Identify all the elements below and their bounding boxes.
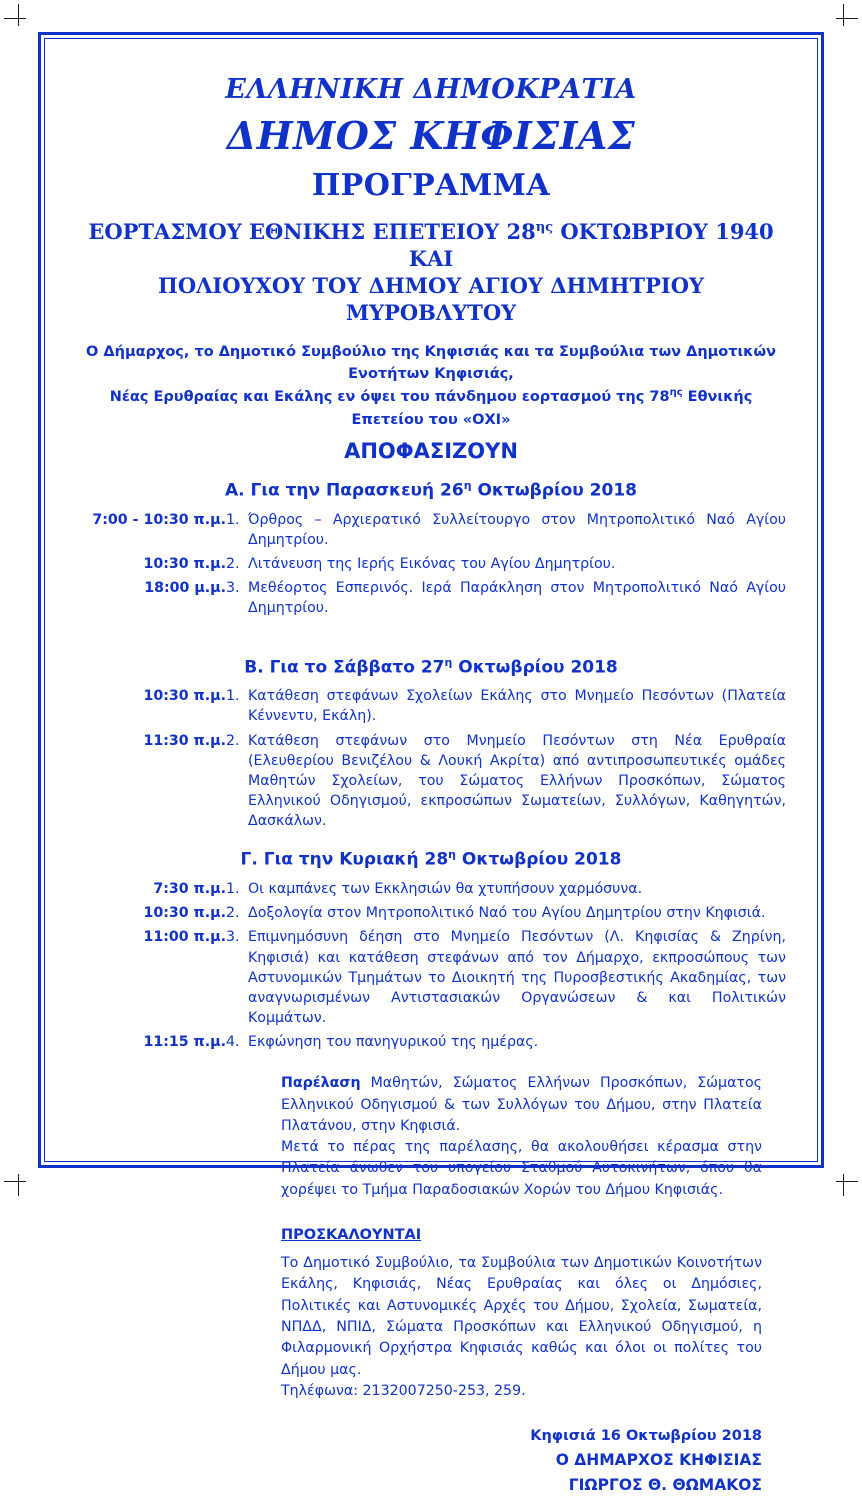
parade-second-text: Μετά το πέρας της παρέλασης, θα ακολουθήσει κέρασμα στην Πλατεία άνωθεν του υπογείου Σταθμού Αυτοκινήτων, όπου θα χορέψει το Τμήμα Παραδοσιακών Χορών του Δήμου Κηφισιάς. xyxy=(281,1139,762,1198)
section-a-title-pre: Α. Για την Παρασκευή 26 xyxy=(224,480,464,501)
row-number: 3. xyxy=(226,580,240,597)
section-b-title-post: Οκτωβρίου 2018 xyxy=(452,657,618,678)
invitation-body: Το Δημοτικό Συμβούλιο, τα Συμβούλια των Δημοτικών Κοινοτήτων Εκάλης, Κηφισιάς, Νέας Ερυθραίας και όλες οι Δημόσιες, Πολιτικές και Αστυνομικές Αρχές του Δήμου, Σχολεία, Σωματεία, ΝΠΔΔ, ΝΠΙΔ, Σώματα Προσκόπων και Ελληνικού Οδηγισμού, η Φιλαρμονική Ορχήστρα Κηφισιάς καθώς και όλοι οι πολίτες του Δήμου μας. xyxy=(281,1255,762,1378)
schedule-table-b xyxy=(76,685,786,834)
contact-phone: Τηλέφωνα: 2132007250-253, 259. xyxy=(281,1382,526,1399)
parade-text: Μαθητών, Σώματος Ελλήνων Προσκόπων, Σώματος Ελληνικού Οδηγισμού & των Συλλόγων του Δήμου, στην Πλατεία Πλατάνου, στην Κηφισιά. xyxy=(281,1075,762,1134)
table-row xyxy=(76,926,786,1031)
section-title-b xyxy=(76,656,786,678)
schedule-table-a xyxy=(76,509,786,622)
program-title: ΠΡΟΓΡΑΜΜΑ xyxy=(311,168,551,203)
republic-title: ΕΛΛΗΝΙΚΗ ΔΗΜΟΚΡΑΤΙΑ xyxy=(225,74,637,105)
row-description: Κατάθεση στεφάνων Σχολείων Εκάλης στο Μνημείο Πεσόντων (Πλατεία Κέννεντυ, Εκάλη). xyxy=(248,688,786,725)
row-time: 11:15 π.μ. xyxy=(143,1034,226,1051)
table-row xyxy=(76,878,786,902)
row-number: 2. xyxy=(226,556,240,573)
municipality-title: ΔΗΜΟΣ ΚΗΦΙΣΙΑΣ xyxy=(226,113,636,158)
crop-mark-top-left-h xyxy=(4,18,26,19)
subject-line1-post: ΟΚΤΩΒΡΙΟΥ 1940 ΚΑΙ xyxy=(408,219,774,271)
row-description: Εκφώνηση του πανηγυρικού της ημέρας. xyxy=(248,1034,539,1051)
table-row xyxy=(76,509,786,553)
crop-mark-bottom-left-h xyxy=(4,1181,26,1182)
subject-heading xyxy=(76,219,786,327)
row-description: Κατάθεση στεφάνων στο Μνημείο Πεσόντων στη Νέα Ερυθραία (Ελευθερίου Βενιζέλου & Λουκή Ακρίτα) από αντιπροσωπευτικές ομάδες Μαθητών Σχολείων, του Σώματος Ελλήνων Προσκόπων, Σώματος Ελληνικού Οδηγισμού, εκπροσώπων Σωματείων, Συλλόγων, Καθηγητών, Δασκάλων. xyxy=(248,732,786,830)
section-title-a xyxy=(76,479,786,501)
row-description: Δοξολογία στον Μητροπολιτικό Ναό του Αγίου Δημητρίου στην Κηφισιά. xyxy=(248,905,766,922)
row-time: 10:30 π.μ. xyxy=(143,556,226,573)
section-c-title-post: Οκτωβρίου 2018 xyxy=(456,850,622,871)
signature-role: Ο ΔΗΜΑΡΧΟΣ ΚΗΦΙΣΙΑΣ xyxy=(555,1451,762,1470)
parade-keyword: Παρέλαση xyxy=(281,1075,361,1092)
schedule-table-c xyxy=(76,878,786,1055)
section-b-title-sup: η xyxy=(444,655,453,669)
row-number: 1. xyxy=(226,511,240,528)
row-number: 1. xyxy=(226,688,240,705)
table-row xyxy=(76,577,786,621)
row-time: 10:30 π.μ. xyxy=(143,905,226,922)
table-row xyxy=(76,730,786,835)
invitation-title: ΠΡΟΣΚΑΛΟΥΝΤΑΙ xyxy=(281,1227,422,1244)
document-content xyxy=(58,52,804,1494)
row-number: 1. xyxy=(226,881,240,898)
row-description: Μεθέορτος Εσπερινός. Ιερά Παράκληση στον Μητροπολιτικό Ναό Αγίου Δημητρίου. xyxy=(248,580,786,617)
section-a-title-post: Οκτωβρίου 2018 xyxy=(471,480,637,501)
row-description: Επιμνημόσυνη δέηση στο Μνημείο Πεσόντων (Λ. Κηφισίας & Ζηρίνη, Κηφισιά) και κατάθεση στεφάνων από τον Δήμαρχο, εκπροσώπους των Αστυνομικών Τμημάτων το Διοικητή της Πυροσβεστικής Ακαδημίας, των αναγνωρισμένων Αντιστασιακών Οργανώσεων & και Πολιτικών Κομμάτων. xyxy=(248,929,786,1026)
parade-paragraph xyxy=(281,1073,762,1201)
row-number: 4. xyxy=(226,1034,240,1051)
crop-mark-bottom-right-h xyxy=(836,1181,858,1182)
subject-line2: ΠΟΛΙΟΥΧΟΥ ΤΟΥ ΔΗΜΟΥ ΑΓΙΟΥ ΔΗΜΗΤΡΙΟΥ ΜΥΡΟΒΛΥΤΟΥ xyxy=(158,272,704,325)
intro-line2-pre: Νέας Ερυθραίας και Εκάλης εν όψει του πάνδημου εορτασμού της 78 xyxy=(109,389,670,406)
decide-label: ΑΠΟΦΑΣΙΖΟΥΝ xyxy=(344,439,518,464)
row-description: Λιτάνευση της Ιερής Εικόνας του Αγίου Δημητρίου. xyxy=(248,556,616,573)
table-row xyxy=(76,902,786,926)
signature-block xyxy=(76,1425,786,1498)
row-description: Οι καμπάνες των Εκκλησιών θα χτυπήσουν χαρμόσυνα. xyxy=(248,881,643,898)
row-number: 3. xyxy=(226,929,240,946)
signature-name: ΓΙΩΡΓΟΣ Θ. ΘΩΜΑΚΟΣ xyxy=(568,1475,762,1494)
row-time: 7:00 - 10:30 π.μ. xyxy=(92,511,226,528)
crop-mark-top-left-v xyxy=(18,4,19,26)
row-time: 11:00 π.μ. xyxy=(143,929,226,946)
table-row xyxy=(76,553,786,577)
row-time: 7:30 π.μ. xyxy=(153,881,226,898)
row-time: 10:30 π.μ. xyxy=(143,688,226,705)
subject-line1-sup: ης xyxy=(535,220,554,235)
signature-date: Κηφισιά 16 Οκτωβρίου 2018 xyxy=(530,1427,762,1444)
intro-paragraph xyxy=(76,341,786,432)
row-time: 11:30 π.μ. xyxy=(143,732,226,749)
crop-mark-top-right-v xyxy=(843,4,844,26)
crop-mark-top-right-h xyxy=(836,18,858,19)
row-number: 2. xyxy=(226,732,240,749)
section-c-title-sup: η xyxy=(448,848,456,862)
row-number: 2. xyxy=(226,905,240,922)
crop-mark-bottom-right-v xyxy=(843,1174,844,1196)
section-title-c xyxy=(76,848,786,870)
table-row xyxy=(76,685,786,729)
crop-mark-bottom-left-v xyxy=(18,1174,19,1196)
row-time: 18:00 μ.μ. xyxy=(144,580,226,597)
subject-line1-pre: ΕΟΡΤΑΣΜΟΥ ΕΘΝΙΚΗΣ ΕΠΕΤΕΙΟΥ 28 xyxy=(88,219,536,244)
section-b-title-pre: Β. Για το Σάββατο 27 xyxy=(244,657,445,678)
intro-line1: Ο Δήμαρχος, το Δημοτικό Συμβούλιο της Κηφισιάς και τα Συμβούλια των Δημοτικών Ενοτήτων Κηφισιάς, xyxy=(86,343,776,382)
row-description: Όρθρος – Αρχιερατικό Συλλείτουργο στον Μητροπολιτικό Ναό Αγίου Δημητρίου. xyxy=(248,511,786,549)
section-a-title-sup: η xyxy=(463,479,472,493)
intro-line2-sup: ης xyxy=(669,387,683,399)
table-row xyxy=(76,1031,786,1055)
section-c-title-pre: Γ. Για την Κυριακή 28 xyxy=(240,850,449,871)
intro-line2-post: Εθνικής Επετείου του «ΟΧΙ» xyxy=(351,389,753,428)
